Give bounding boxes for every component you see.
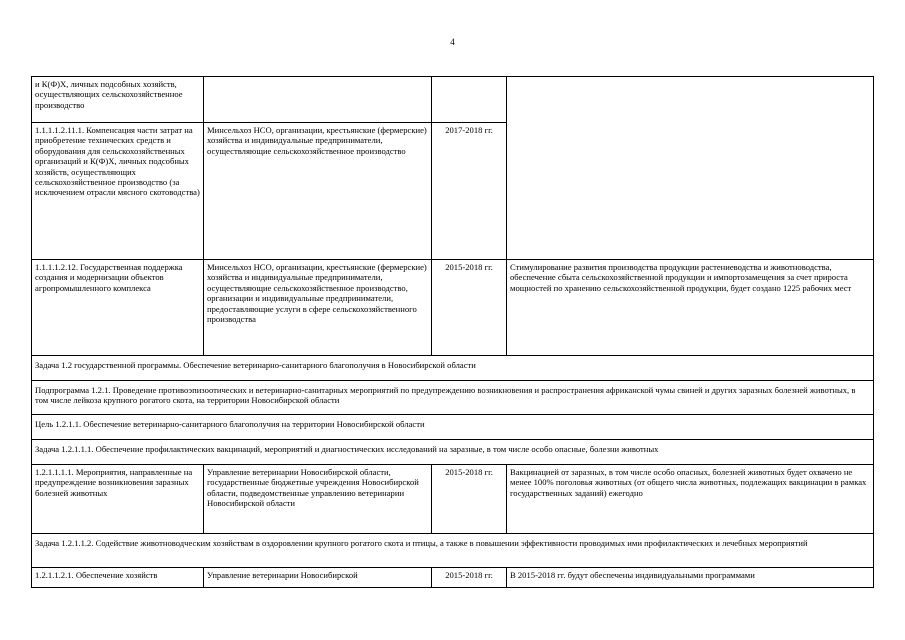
- period-cell: 2015-2018 гг.: [432, 260, 507, 356]
- table-row: [32, 534, 874, 568]
- expected-result-cell: [507, 77, 874, 260]
- activity-name-cell: и К(Ф)Х, личных подсобных хозяйств, осуществляющих сельскохозяйственное производство: [32, 77, 204, 123]
- period-cell: [432, 77, 507, 123]
- table-row: [32, 356, 874, 381]
- subprogram-heading-cell: Подпрограмма 1.2.1. Проведение противоэпизоотических и ветеринарно-санитарных мероприятий по предупреждению возникновения и распространения африканской чумы свиней и других заразных болезней животных, в том числе лейкоза крупного рогатого скота, на территории Новосибирской области: [32, 381, 874, 415]
- period-cell: 2015-2018 гг.: [432, 568, 507, 588]
- executor-cell: Управление ветеринарии Новосибирской области, государственные бюджетные учреждения Новосибирской области, подведомственные управлению ветеринарии Новосибирской области: [204, 465, 432, 534]
- executor-cell: Управление ветеринарии Новосибирской: [204, 568, 432, 588]
- executor-cell: Минсельхоз НСО, организации, крестьянские (фермерские) хозяйства и индивидуальные предприниматели, осуществляющие сельскохозяйственное производство: [204, 123, 432, 260]
- expected-result-cell: Стимулирование развития производства продукции растениеводства и животноводства, обеспечение сбыта сельскохозяйственной продукции и импортозамещения за счет прироста мощностей по хранению сельскохозяйственной продукции, будет создано 1225 рабочих мест: [507, 260, 874, 356]
- task-heading-cell: Задача 1.2.1.1.2. Содействие животноводческим хозяйствам в оздоровлении крупного рогатого скота и птицы, а также в повышении эффективности проводимых ими профилактических и лечебных мероприятий: [32, 534, 874, 568]
- task-heading-cell: Задача 1.2 государственной программы. Обеспечение ветеринарно-санитарного благополучия в Новосибирской области: [32, 356, 874, 381]
- page-number: 4: [450, 37, 455, 47]
- executor-cell: [204, 77, 432, 123]
- activity-name-cell: 1.2.1.1.2.1. Обеспечение хозяйств: [32, 568, 204, 588]
- task-heading-cell: Задача 1.2.1.1.1. Обеспечение профилактических вакцинаций, мероприятий и диагностических исследований на заразные, в том числе особо опасные, болезни животных: [32, 440, 874, 465]
- executor-cell: Минсельхоз НСО, организации, крестьянские (фермерские) хозяйства и индивидуальные предприниматели, осуществляющие сельскохозяйственное производство, организации и индивидуальные предприниматели, предоставляющие услуги в сфере сельскохозяйственного производства: [204, 260, 432, 356]
- expected-result-cell: Вакцинацией от заразных, в том числе особо опасных, болезней животных будет охвачено не менее 100% поголовья животных (от общего числа животных, подлежащих вакцинации в рамках государственных заданий) ежегодно: [507, 465, 874, 534]
- table-row: [32, 381, 874, 415]
- expected-result-cell: В 2015-2018 гг. будут обеспечены индивидуальными программами: [507, 568, 874, 588]
- table-row: [32, 465, 874, 534]
- activity-name-cell: 1.1.1.1.2.11.1. Компенсация части затрат на приобретение технических средств и оборудования для сельскохозяйственных организаций и К(Ф)Х, личных подсобных хозяйств, осуществляющих сельскохозяйственное производство (за исключением отрасли мясного скотоводства): [32, 123, 204, 260]
- period-cell: 2015-2018 гг.: [432, 465, 507, 534]
- table-row: [32, 77, 874, 123]
- program-activities-table: [31, 76, 874, 588]
- activity-name-cell: 1.1.1.1.2.12. Государственная поддержка создания и модернизации объектов агропромышленного комплекса: [32, 260, 204, 356]
- goal-heading-cell: Цель 1.2.1.1. Обеспечение ветеринарно-санитарного благополучия на территории Новосибирской области: [32, 415, 874, 440]
- table-row: [32, 440, 874, 465]
- table-row: [32, 415, 874, 440]
- period-cell: 2017-2018 гг.: [432, 123, 507, 260]
- table-row: [32, 260, 874, 356]
- activity-name-cell: 1.2.1.1.1.1. Мероприятия, направленные на предупреждение возникновения заразных болезней животных: [32, 465, 204, 534]
- table-row: [32, 568, 874, 588]
